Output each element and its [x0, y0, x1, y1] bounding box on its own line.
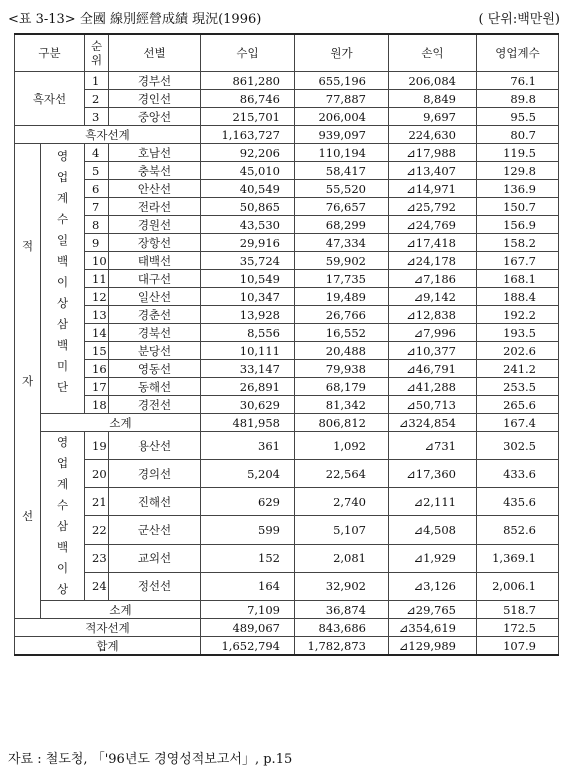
total-black-revenue: 1,163,727	[201, 126, 295, 144]
total-deficit-ratio: 172.5	[477, 619, 559, 637]
table-row	[15, 306, 559, 324]
cell-ratio: 158.2	[477, 234, 559, 252]
rank-cell: 9	[85, 234, 109, 252]
cell-profit: ⊿46,791	[389, 360, 477, 378]
col-header-cost: 원가	[295, 34, 389, 72]
cell-profit: 8,849	[389, 90, 477, 108]
table-row	[15, 216, 559, 234]
line-name-cell: 안산선	[109, 180, 201, 198]
cell-profit: ⊿50,713	[389, 396, 477, 414]
rank-cell: 18	[85, 396, 109, 414]
line-name-cell: 경춘선	[109, 306, 201, 324]
cell-cost: 110,194	[295, 144, 389, 162]
subtotal-group2-ratio: 518.7	[477, 601, 559, 619]
group-label-100-300-char: 업	[56, 170, 69, 184]
cell-revenue: 26,891	[201, 378, 295, 396]
line-name-cell: 중앙선	[109, 108, 201, 126]
cell-revenue: 45,010	[201, 162, 295, 180]
subtotal-row-group2	[15, 601, 559, 619]
line-name-cell: 진해선	[109, 488, 201, 516]
table-row	[15, 460, 559, 488]
cell-profit: ⊿24,178	[389, 252, 477, 270]
group-label-100-300-char: 이	[56, 275, 69, 289]
rank-cell: 8	[85, 216, 109, 234]
group-label-100-300	[41, 144, 85, 414]
cell-cost: 58,417	[295, 162, 389, 180]
group-label-100-300-char: 백	[56, 338, 69, 352]
rank-cell: 24	[85, 572, 109, 600]
cell-cost: 68,179	[295, 378, 389, 396]
group-label-100-300-char: 영	[56, 149, 69, 163]
section-label-deficit-char: 선	[21, 509, 34, 523]
line-name-cell: 군산선	[109, 516, 201, 544]
line-name-cell: 일산선	[109, 288, 201, 306]
line-name-cell: 영동선	[109, 360, 201, 378]
rank-cell: 23	[85, 544, 109, 572]
line-name-cell: 호남선	[109, 144, 201, 162]
cell-ratio: 136.9	[477, 180, 559, 198]
cell-revenue: 43,530	[201, 216, 295, 234]
cell-profit: ⊿17,360	[389, 460, 477, 488]
cell-ratio: 852.6	[477, 516, 559, 544]
grand-total-row	[15, 637, 559, 656]
total-label-black: 흑자선계	[15, 126, 201, 144]
cell-profit: ⊿25,792	[389, 198, 477, 216]
cell-cost: 47,334	[295, 234, 389, 252]
line-performance-table	[14, 33, 559, 656]
group-label-100-300-char: 계	[56, 191, 69, 205]
cell-cost: 16,552	[295, 324, 389, 342]
group-label-100-300-char: 단	[56, 380, 69, 394]
rank-cell: 3	[85, 108, 109, 126]
table-row	[15, 270, 559, 288]
table-row	[15, 516, 559, 544]
cell-ratio: 156.9	[477, 216, 559, 234]
cell-profit: ⊿7,996	[389, 324, 477, 342]
cell-ratio: 241.2	[477, 360, 559, 378]
rank-cell: 21	[85, 488, 109, 516]
table-row	[15, 432, 559, 460]
cell-ratio: 129.8	[477, 162, 559, 180]
line-name-cell: 태백선	[109, 252, 201, 270]
cell-revenue: 8,556	[201, 324, 295, 342]
cell-profit: ⊿4,508	[389, 516, 477, 544]
section-label-black: 흑자선	[15, 72, 85, 126]
cell-profit: ⊿731	[389, 432, 477, 460]
rank-cell: 20	[85, 460, 109, 488]
rank-cell: 7	[85, 198, 109, 216]
table-row	[15, 108, 559, 126]
table-body	[15, 34, 559, 655]
cell-profit: 9,697	[389, 108, 477, 126]
table-row	[15, 396, 559, 414]
line-name-cell: 충북선	[109, 162, 201, 180]
cell-cost: 26,766	[295, 306, 389, 324]
cell-revenue: 10,347	[201, 288, 295, 306]
grand-total-ratio: 107.9	[477, 637, 559, 656]
cell-cost: 81,342	[295, 396, 389, 414]
cell-cost: 206,004	[295, 108, 389, 126]
line-name-cell: 대구선	[109, 270, 201, 288]
rank-cell: 13	[85, 306, 109, 324]
group-label-300-plus-char: 이	[56, 561, 69, 575]
line-name-cell: 정선선	[109, 572, 201, 600]
group-label-300-plus-char: 백	[56, 540, 69, 554]
section-label-deficit	[15, 144, 41, 619]
col-header-revenue: 수입	[201, 34, 295, 72]
cell-revenue: 92,206	[201, 144, 295, 162]
group-label-100-300-char: 백	[56, 254, 69, 268]
cell-ratio: 188.4	[477, 288, 559, 306]
col-header-rank: 순위	[85, 34, 109, 72]
rank-cell: 16	[85, 360, 109, 378]
grand-total-revenue: 1,652,794	[201, 637, 295, 656]
cell-ratio: 265.6	[477, 396, 559, 414]
cell-profit: ⊿13,407	[389, 162, 477, 180]
cell-cost: 19,489	[295, 288, 389, 306]
total-label-deficit: 적자선계	[15, 619, 201, 637]
subtotal-label-group1: 소계	[41, 414, 201, 432]
cell-profit: ⊿14,971	[389, 180, 477, 198]
total-black-cost: 939,097	[295, 126, 389, 144]
rank-cell: 19	[85, 432, 109, 460]
cell-revenue: 10,111	[201, 342, 295, 360]
cell-revenue: 629	[201, 488, 295, 516]
cell-profit: ⊿2,111	[389, 488, 477, 516]
cell-ratio: 89.8	[477, 90, 559, 108]
subtotal-group2-profit: ⊿29,765	[389, 601, 477, 619]
rank-cell: 15	[85, 342, 109, 360]
rank-cell: 22	[85, 516, 109, 544]
cell-cost: 1,092	[295, 432, 389, 460]
table-row	[15, 572, 559, 600]
cell-profit: ⊿17,988	[389, 144, 477, 162]
total-black-profit: 224,630	[389, 126, 477, 144]
table-row	[15, 198, 559, 216]
rank-cell: 2	[85, 90, 109, 108]
cell-revenue: 50,865	[201, 198, 295, 216]
cell-revenue: 164	[201, 572, 295, 600]
group-label-100-300-char: 일	[56, 233, 69, 247]
col-header-category: 구분	[15, 34, 85, 72]
table-row	[15, 488, 559, 516]
total-row-deficit	[15, 619, 559, 637]
table-row	[15, 144, 559, 162]
table-row	[15, 162, 559, 180]
cell-ratio: 95.5	[477, 108, 559, 126]
cell-cost: 68,299	[295, 216, 389, 234]
cell-revenue: 5,204	[201, 460, 295, 488]
cell-ratio: 2,006.1	[477, 572, 559, 600]
cell-revenue: 152	[201, 544, 295, 572]
table-title: <표 3-13> 全國 線別經營成績 現況(1996)	[8, 12, 262, 27]
cell-profit: ⊿9,142	[389, 288, 477, 306]
cell-ratio: 193.5	[477, 324, 559, 342]
total-deficit-revenue: 489,067	[201, 619, 295, 637]
cell-revenue: 861,280	[201, 72, 295, 90]
table-row	[15, 360, 559, 378]
cell-cost: 79,938	[295, 360, 389, 378]
subtotal-group1-profit: ⊿324,854	[389, 414, 477, 432]
total-row-black	[15, 126, 559, 144]
cell-revenue: 40,549	[201, 180, 295, 198]
cell-revenue: 30,629	[201, 396, 295, 414]
rank-cell: 1	[85, 72, 109, 90]
cell-profit: 206,084	[389, 72, 477, 90]
cell-ratio: 150.7	[477, 198, 559, 216]
grand-total-cost: 1,782,873	[295, 637, 389, 656]
table-header	[8, 8, 560, 28]
line-name-cell: 동해선	[109, 378, 201, 396]
total-deficit-cost: 843,686	[295, 619, 389, 637]
group-label-100-300-char: 미	[56, 359, 69, 373]
cell-cost: 2,740	[295, 488, 389, 516]
cell-ratio: 119.5	[477, 144, 559, 162]
line-name-cell: 분당선	[109, 342, 201, 360]
col-header-line: 선별	[109, 34, 201, 72]
cell-profit: ⊿1,929	[389, 544, 477, 572]
cell-cost: 5,107	[295, 516, 389, 544]
group-label-300-plus-char: 삼	[56, 519, 69, 533]
cell-revenue: 86,746	[201, 90, 295, 108]
table-row	[15, 378, 559, 396]
cell-cost: 55,520	[295, 180, 389, 198]
table-row	[15, 234, 559, 252]
cell-ratio: 76.1	[477, 72, 559, 90]
rank-cell: 6	[85, 180, 109, 198]
cell-cost: 2,081	[295, 544, 389, 572]
group-label-100-300-char: 상	[56, 296, 69, 310]
rank-cell: 17	[85, 378, 109, 396]
table-row	[15, 72, 559, 90]
unit-label: ( 단위:백만원)	[478, 12, 560, 27]
subtotal-group1-cost: 806,812	[295, 414, 389, 432]
group-label-300-plus-char: 업	[56, 456, 69, 470]
source-note: 자료 : 철도청, 「'96년도 경영성적보고서」, p.15	[8, 752, 293, 767]
subtotal-group1-revenue: 481,958	[201, 414, 295, 432]
col-header-profit: 손익	[389, 34, 477, 72]
cell-revenue: 599	[201, 516, 295, 544]
rank-cell: 4	[85, 144, 109, 162]
table-row	[15, 544, 559, 572]
cell-ratio: 202.6	[477, 342, 559, 360]
line-name-cell: 경인선	[109, 90, 201, 108]
cell-profit: ⊿7,186	[389, 270, 477, 288]
cell-profit: ⊿12,838	[389, 306, 477, 324]
cell-ratio: 253.5	[477, 378, 559, 396]
line-name-cell: 전라선	[109, 198, 201, 216]
cell-revenue: 13,928	[201, 306, 295, 324]
subtotal-row-group1	[15, 414, 559, 432]
group-label-100-300-char: 삼	[56, 317, 69, 331]
cell-ratio: 435.6	[477, 488, 559, 516]
cell-profit: ⊿17,418	[389, 234, 477, 252]
rank-cell: 14	[85, 324, 109, 342]
group-label-300-plus-char: 영	[56, 435, 69, 449]
cell-revenue: 361	[201, 432, 295, 460]
subtotal-group1-ratio: 167.4	[477, 414, 559, 432]
rank-cell: 10	[85, 252, 109, 270]
table-row	[15, 342, 559, 360]
cell-cost: 59,902	[295, 252, 389, 270]
cell-revenue: 215,701	[201, 108, 295, 126]
line-name-cell: 경부선	[109, 72, 201, 90]
grand-total-profit: ⊿129,989	[389, 637, 477, 656]
cell-cost: 17,735	[295, 270, 389, 288]
group-label-300-plus-char: 계	[56, 477, 69, 491]
cell-cost: 22,564	[295, 460, 389, 488]
line-name-cell: 경북선	[109, 324, 201, 342]
section-label-deficit-char: 적	[21, 239, 34, 253]
header-row	[15, 34, 559, 72]
group-label-300-plus-char: 수	[56, 498, 69, 512]
table-row	[15, 252, 559, 270]
line-name-cell: 장항선	[109, 234, 201, 252]
cell-revenue: 10,549	[201, 270, 295, 288]
line-name-cell: 경전선	[109, 396, 201, 414]
cell-ratio: 192.2	[477, 306, 559, 324]
cell-cost: 20,488	[295, 342, 389, 360]
cell-ratio: 168.1	[477, 270, 559, 288]
section-label-deficit-char: 자	[21, 374, 34, 388]
table-row	[15, 180, 559, 198]
group-label-100-300-char: 수	[56, 212, 69, 226]
cell-ratio: 1,369.1	[477, 544, 559, 572]
cell-cost: 655,196	[295, 72, 389, 90]
cell-revenue: 29,916	[201, 234, 295, 252]
cell-revenue: 33,147	[201, 360, 295, 378]
table-row	[15, 288, 559, 306]
line-name-cell: 용산선	[109, 432, 201, 460]
rank-cell: 11	[85, 270, 109, 288]
subtotal-label-group2: 소계	[41, 601, 201, 619]
cell-profit: ⊿24,769	[389, 216, 477, 234]
line-name-cell: 교외선	[109, 544, 201, 572]
subtotal-group2-cost: 36,874	[295, 601, 389, 619]
cell-cost: 32,902	[295, 572, 389, 600]
cell-ratio: 167.7	[477, 252, 559, 270]
table-row	[15, 324, 559, 342]
total-black-ratio: 80.7	[477, 126, 559, 144]
cell-profit: ⊿3,126	[389, 572, 477, 600]
group-label-300-plus-char: 상	[56, 582, 69, 596]
cell-profit: ⊿10,377	[389, 342, 477, 360]
group-label-300-plus	[41, 432, 85, 601]
cell-cost: 77,887	[295, 90, 389, 108]
line-name-cell: 경원선	[109, 216, 201, 234]
grand-total-label: 합계	[15, 637, 201, 656]
cell-cost: 76,657	[295, 198, 389, 216]
cell-ratio: 302.5	[477, 432, 559, 460]
line-name-cell: 경의선	[109, 460, 201, 488]
total-deficit-profit: ⊿354,619	[389, 619, 477, 637]
rank-cell: 5	[85, 162, 109, 180]
cell-ratio: 433.6	[477, 460, 559, 488]
rank-cell: 12	[85, 288, 109, 306]
cell-profit: ⊿41,288	[389, 378, 477, 396]
table-row	[15, 90, 559, 108]
subtotal-group2-revenue: 7,109	[201, 601, 295, 619]
col-header-ratio: 영업계수	[477, 34, 559, 72]
cell-revenue: 35,724	[201, 252, 295, 270]
